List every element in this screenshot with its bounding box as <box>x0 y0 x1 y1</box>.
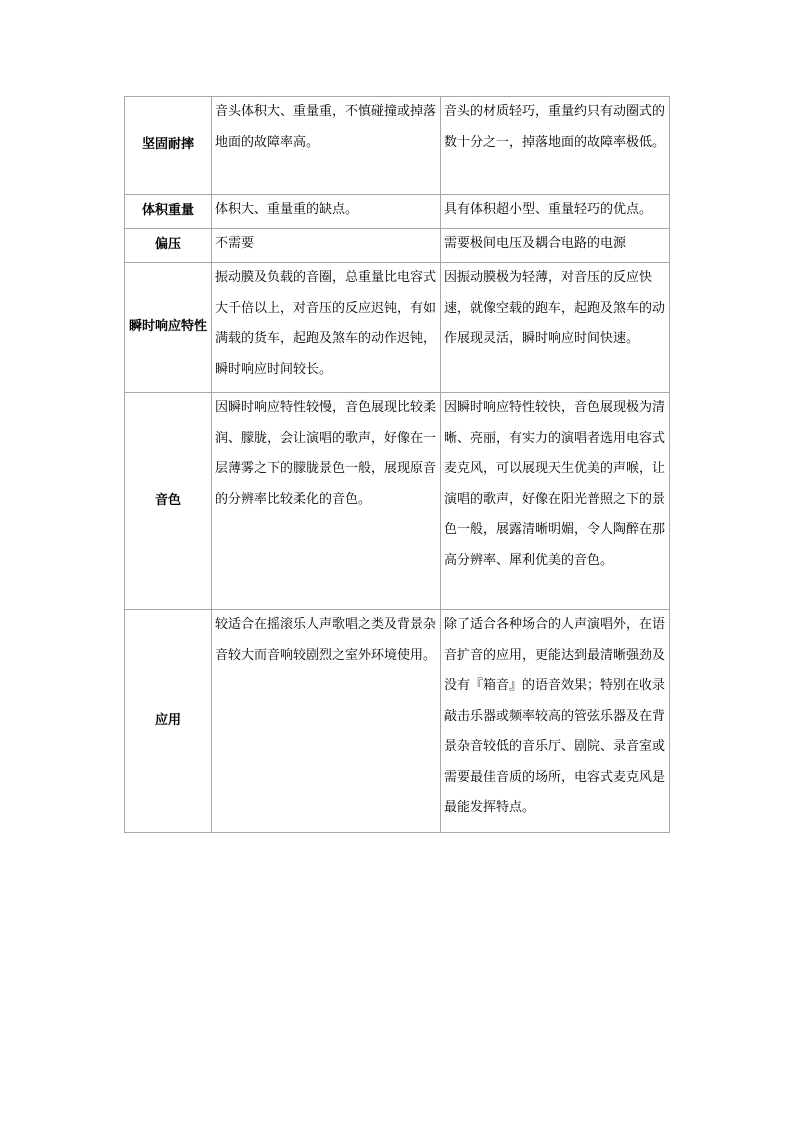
row-label: 音色 <box>125 393 212 610</box>
dynamic-mic-cell: 因瞬时响应特性较慢，音色展现比较柔润、朦胧，会让演唱的歌声，好像在一层薄雾之下的朦胧景色一般，展现原音的分辨率比较柔化的音色。 <box>212 393 441 610</box>
condenser-mic-cell: 因振动膜极为轻薄，对音压的反应快速，就像空载的跑车，起跑及煞车的动作展现灵活，瞬时响应时间快速。 <box>441 263 670 393</box>
dynamic-mic-cell: 振动膜及负载的音圈，总重量比电容式大千倍以上，对音压的反应迟钝，有如满载的货车，起跑及煞车的动作迟钝，瞬时响应时间较长。 <box>212 263 441 393</box>
dynamic-mic-cell: 体积大、重量重的缺点。 <box>212 195 441 229</box>
row-label: 偏压 <box>125 229 212 263</box>
table-row-bias <box>125 229 670 263</box>
condenser-mic-cell: 因瞬时响应特性较快，音色展现极为清晰、亮丽，有实力的演唱者选用电容式麦克风，可以展现天生优美的声喉，让演唱的歌声，好像在阳光普照之下的景色一般，展露清晰明媚，令人陶醉在那高分辨率、犀利优美的音色。 <box>441 393 670 610</box>
table-row-size-weight <box>125 195 670 229</box>
condenser-mic-cell: 需要极间电压及耦合电路的电源 <box>441 229 670 263</box>
condenser-mic-cell: 除了适合各种场合的人声演唱外，在语音扩音的应用，更能达到最清晰强劲及没有『箱音』的语音效果；特别在收录敲击乐器或频率较高的管弦乐器及在背景杂音较低的音乐厅、剧院、录音室或需要最佳音质的场所，电容式麦克风是最能发挥特点。 <box>441 610 670 833</box>
table-row-application <box>125 610 670 833</box>
comparison-table <box>124 96 670 833</box>
dynamic-mic-cell: 不需要 <box>212 229 441 263</box>
row-label: 坚固耐摔 <box>125 97 212 195</box>
table-row-durability <box>125 97 670 195</box>
table-row-timbre <box>125 393 670 610</box>
table-row-transient-response <box>125 263 670 393</box>
row-label: 应用 <box>125 610 212 833</box>
row-label: 瞬时响应特性 <box>125 263 212 393</box>
condenser-mic-cell: 具有体积超小型、重量轻巧的优点。 <box>441 195 670 229</box>
row-label: 体积重量 <box>125 195 212 229</box>
condenser-mic-cell: 音头的材质轻巧，重量约只有动圈式的数十分之一，掉落地面的故障率极低。 <box>441 97 670 195</box>
dynamic-mic-cell: 较适合在摇滚乐人声歌唱之类及背景杂音较大而音响较剧烈之室外环境使用。 <box>212 610 441 833</box>
dynamic-mic-cell: 音头体积大、重量重，不慎碰撞或掉落地面的故障率高。 <box>212 97 441 195</box>
